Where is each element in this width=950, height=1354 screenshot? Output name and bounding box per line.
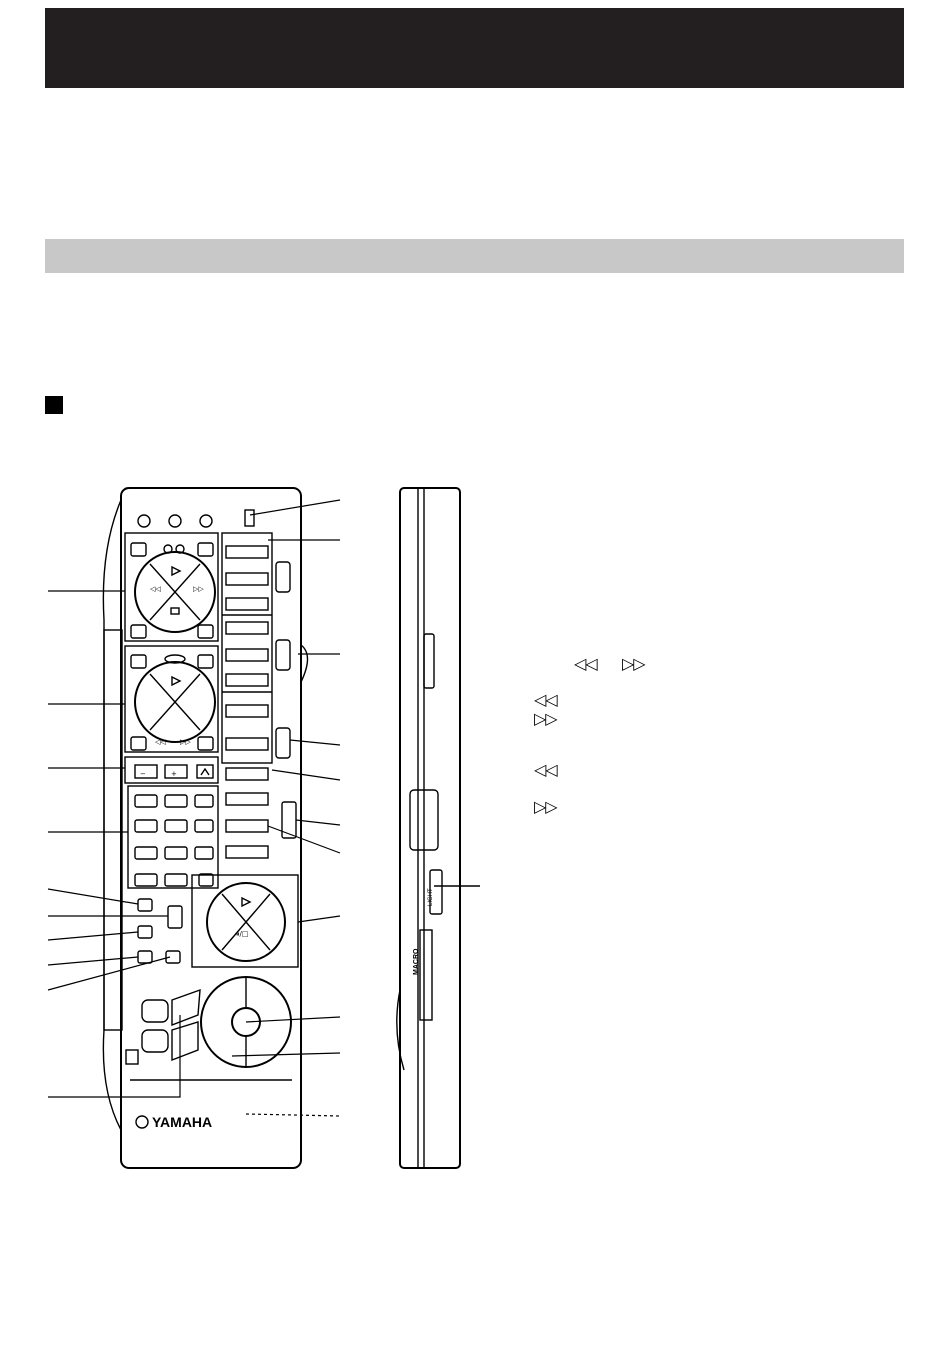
- remote-front-view: [103, 488, 307, 1168]
- svg-text:◁◁: ◁◁: [150, 585, 161, 593]
- forward-symbol-3: ▷▷: [534, 797, 557, 816]
- forward-symbol-2: ▷▷: [534, 709, 557, 728]
- page-title-bar: [45, 8, 904, 88]
- svg-text:▷▷: ▷▷: [180, 738, 191, 746]
- remote-control-illustration: [0, 470, 950, 1190]
- rewind-symbol-1: ◁◁: [574, 654, 597, 673]
- svg-text:−: −: [140, 770, 146, 778]
- svg-text:▷▷: ▷▷: [193, 585, 204, 593]
- callout-lines-left: [48, 591, 180, 1097]
- remote-diagram-svg: [0, 470, 950, 1190]
- rewind-symbol-2: ◁◁: [534, 690, 557, 709]
- svg-text:◁◁: ◁◁: [155, 738, 166, 746]
- svg-text:+: +: [171, 770, 177, 778]
- light-slider-label: LIGHT: [428, 888, 434, 906]
- rewind-symbol-3: ◁◁: [534, 760, 557, 779]
- brand-text: YAMAHA: [152, 1114, 213, 1130]
- svg-text:⏸/□: ⏸/□: [236, 930, 249, 938]
- yamaha-logo: [136, 1114, 212, 1130]
- forward-symbol-1: ▷▷: [622, 654, 645, 673]
- remote-side-view: [397, 488, 480, 1168]
- section-header-bar: [45, 239, 904, 273]
- subsection-bullet-icon: [45, 396, 63, 414]
- macro-label: MACRO: [413, 948, 420, 975]
